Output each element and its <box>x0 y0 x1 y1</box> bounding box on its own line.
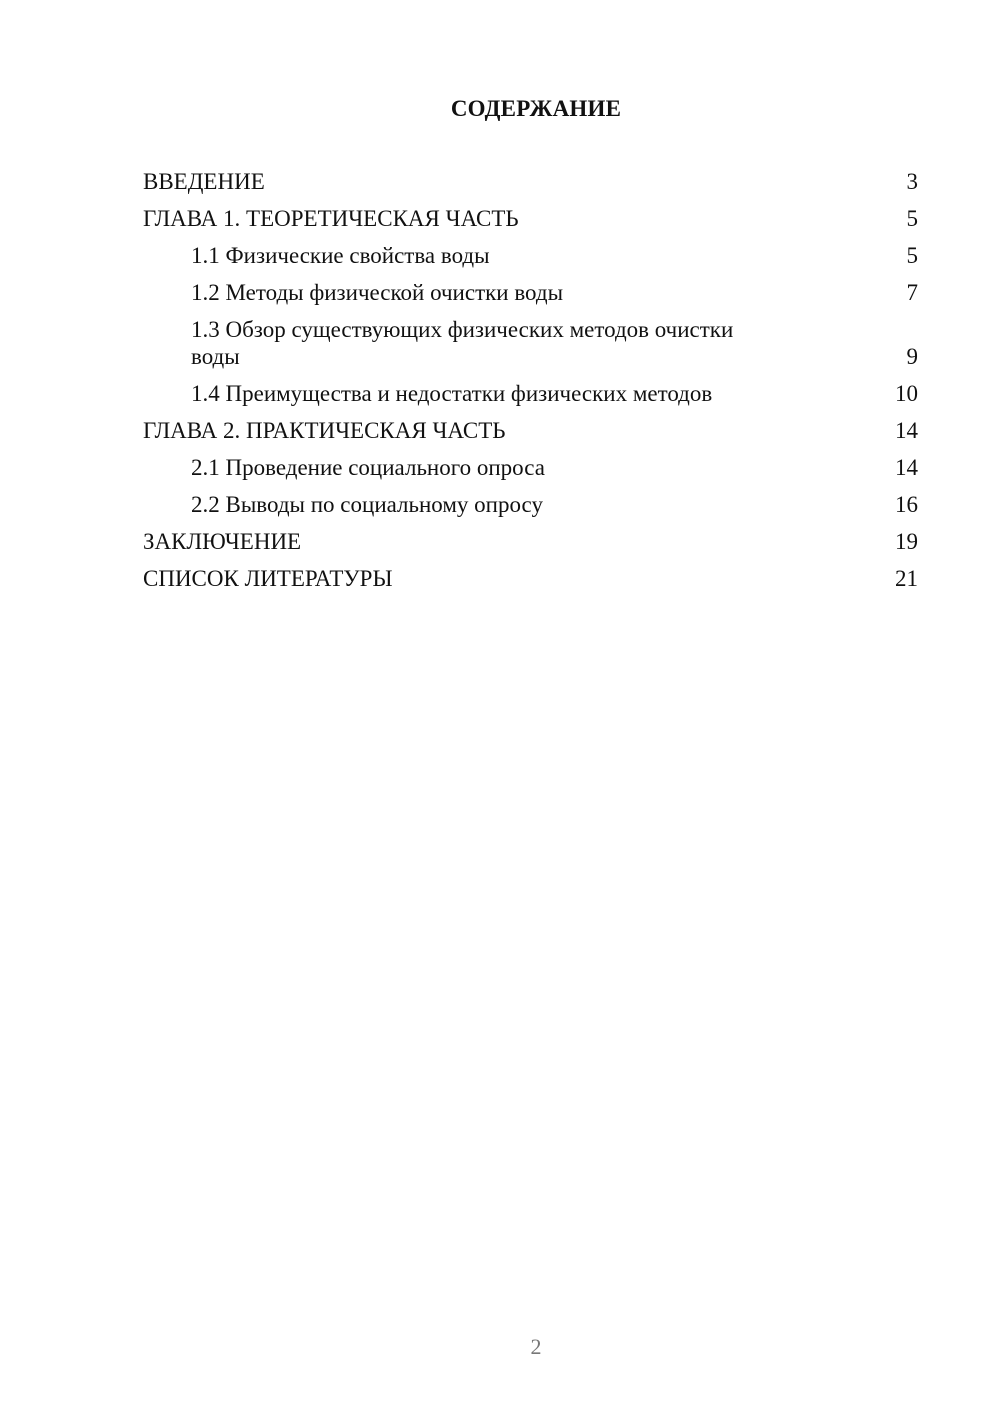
toc-entry-page: 3 <box>906 169 918 194</box>
toc-entry-section-1-2[interactable] <box>143 279 918 306</box>
toc-entry-label: ВВЕДЕНИЕ <box>143 169 265 194</box>
toc-entry-label: 2.1 Проведение социального опроса <box>191 455 545 480</box>
toc-entry-page: 5 <box>906 206 918 231</box>
toc-entry-page: 14 <box>895 455 918 480</box>
toc-title: СОДЕРЖАНИЕ <box>450 96 622 121</box>
toc-entry-label: 1.2 Методы физической очистки воды <box>191 280 564 305</box>
toc-entry-page: 5 <box>906 243 918 268</box>
table-of-contents <box>143 168 918 602</box>
toc-entry-section-1-4[interactable] <box>143 380 918 407</box>
toc-entry-references[interactable] <box>143 565 918 592</box>
toc-entry-page: 14 <box>895 418 918 443</box>
toc-entry-page: 21 <box>895 566 918 591</box>
page-number: 2 <box>530 1334 542 1359</box>
toc-entry-section-1-1[interactable] <box>143 242 918 269</box>
toc-entry-chapter-1[interactable] <box>143 205 918 232</box>
toc-entry-label: 1.4 Преимущества и недостатки физических методов <box>191 381 713 406</box>
toc-entry-section-2-2[interactable] <box>143 491 918 518</box>
toc-entry-label: 1.1 Физические свойства воды <box>191 243 490 268</box>
toc-entry-chapter-2[interactable] <box>143 417 918 444</box>
toc-entry-introduction[interactable] <box>143 168 918 195</box>
toc-entry-label: ЗАКЛЮЧЕНИЕ <box>143 529 302 554</box>
toc-entry-page: 10 <box>895 381 918 406</box>
toc-entry-page: 9 <box>906 344 918 369</box>
toc-entry-page: 19 <box>895 529 918 554</box>
toc-entry-label: СПИСОК ЛИТЕРАТУРЫ <box>143 566 393 591</box>
toc-entry-page: 16 <box>895 492 918 517</box>
toc-entry-label: ГЛАВА 1. ТЕОРЕТИЧЕСКАЯ ЧАСТЬ <box>143 206 519 231</box>
toc-entry-page: 7 <box>906 280 918 305</box>
toc-entry-label: ГЛАВА 2. ПРАКТИЧЕСКАЯ ЧАСТЬ <box>143 418 506 443</box>
toc-entry-conclusion[interactable] <box>143 528 918 555</box>
toc-entry-section-2-1[interactable] <box>143 454 918 481</box>
toc-entry-section-1-3[interactable] <box>143 316 918 370</box>
toc-entry-label: 2.2 Выводы по социальному опросу <box>191 492 543 517</box>
toc-entry-label: 1.3 Обзор существующих физических методов очистки воды <box>191 317 734 369</box>
